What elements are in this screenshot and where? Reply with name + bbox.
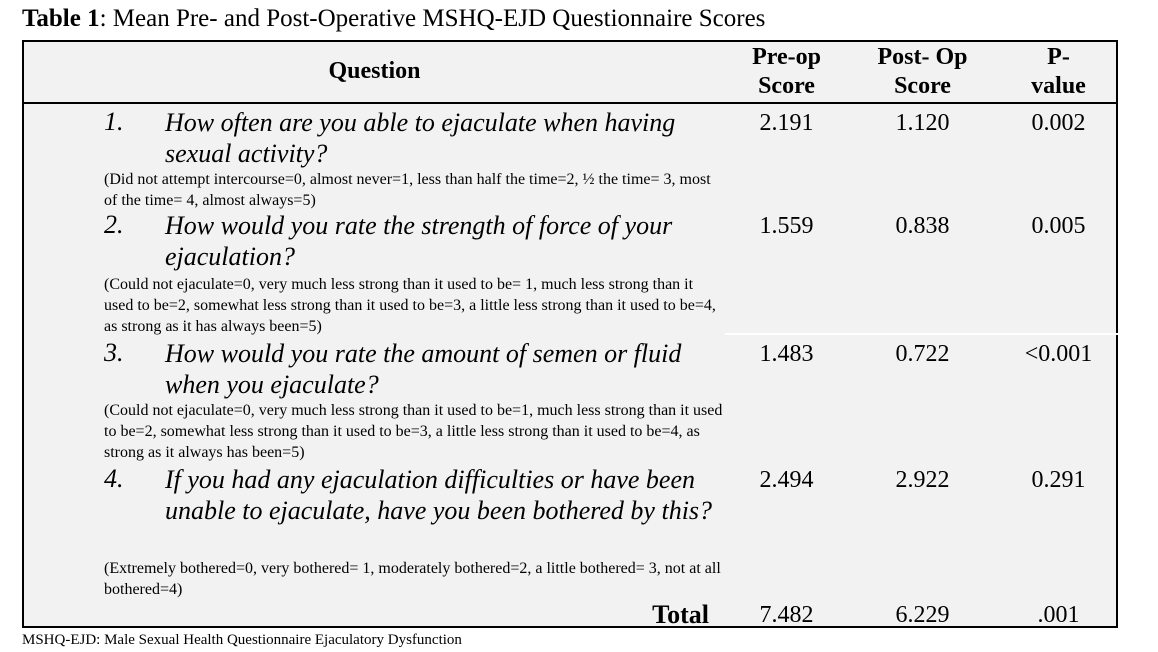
- question-2-number: 2.: [104, 210, 124, 239]
- question-2-text: How would you rate the strength of force of your ejaculation?: [165, 211, 673, 271]
- header-pvalue-line2: value: [1031, 73, 1086, 99]
- question-3-postop: 0.722: [895, 341, 950, 367]
- row-divider: [725, 333, 1118, 335]
- question-3-preop: 1.483: [759, 341, 814, 367]
- question-4-note: (Extremely bothered=0, very bothered= 1, moderately bothered=2, a little bothered= 3, not at all bothered=4): [104, 560, 721, 598]
- header-question: Question: [328, 58, 421, 84]
- question-3-pvalue: <0.001: [1024, 341, 1093, 367]
- question-1-text: How often are you able to ejaculate when having sexual activity?: [165, 108, 676, 168]
- header-postop: [865, 43, 980, 101]
- caption-label: Table 1: [22, 5, 100, 32]
- question-1-pvalue: 0.002: [1031, 110, 1086, 136]
- question-4-text: If you had any ejaculation difficulties or have been unable to ejaculate, have you been bothered by this?: [165, 465, 713, 525]
- question-3-text: How would you rate the amount of semen or fluid when you ejaculate?: [165, 339, 682, 399]
- total-postop: 6.229: [895, 602, 950, 628]
- scores-table: [22, 40, 1118, 628]
- question-4-pvalue: 0.291: [1031, 467, 1086, 493]
- question-2-note: (Could not ejaculate=0, very much less strong than it used to be= 1, much less strong than it used to be=2, somewhat less strong than it used to be=3, a little less strong than it used to be=4, as strong as it has always been=5): [104, 276, 716, 335]
- header-preop-line2: Score: [758, 73, 815, 99]
- question-1-postop: 1.120: [895, 110, 950, 136]
- table-header: [24, 42, 1116, 104]
- question-2-postop: 0.838: [895, 213, 950, 239]
- total-preop: 7.482: [759, 602, 814, 628]
- question-4-preop: 2.494: [759, 467, 814, 493]
- question-4-number: 4.: [104, 464, 124, 493]
- header-pvalue: [1001, 43, 1116, 101]
- question-1-note: (Did not attempt intercourse=0, almost never=1, less than half the time=2, ½ the time= 3, most of the time= 4, almost always=5): [104, 171, 711, 209]
- header-postop-line1: Post- Op: [877, 44, 968, 70]
- total-pvalue: .001: [1037, 602, 1080, 628]
- header-preop: [729, 43, 844, 101]
- question-1-preop: 2.191: [759, 110, 814, 136]
- question-4-postop: 2.922: [895, 467, 950, 493]
- header-pvalue-line1: P-: [1047, 44, 1070, 70]
- question-3-number: 3.: [104, 338, 124, 367]
- question-1-number: 1.: [104, 107, 124, 136]
- table-caption: [22, 5, 765, 33]
- question-2-pvalue: 0.005: [1031, 213, 1086, 239]
- question-2-preop: 1.559: [759, 213, 814, 239]
- table-footnote: MSHQ-EJD: Male Sexual Health Questionnaire Ejaculatory Dysfunction: [22, 632, 462, 648]
- question-3-note: (Could not ejaculate=0, very much less strong than it used to be=1, much less strong than it used to be=2, somewhat less strong than it used to be=3, a little less strong than it used to be=4, as strong as it always has been=5): [104, 402, 723, 461]
- caption-text: : Mean Pre- and Post-Operative MSHQ-EJD Questionnaire Scores: [99, 5, 766, 32]
- header-preop-line1: Pre-op: [752, 44, 821, 70]
- total-label: Total: [652, 600, 709, 629]
- header-postop-line2: Score: [894, 73, 951, 99]
